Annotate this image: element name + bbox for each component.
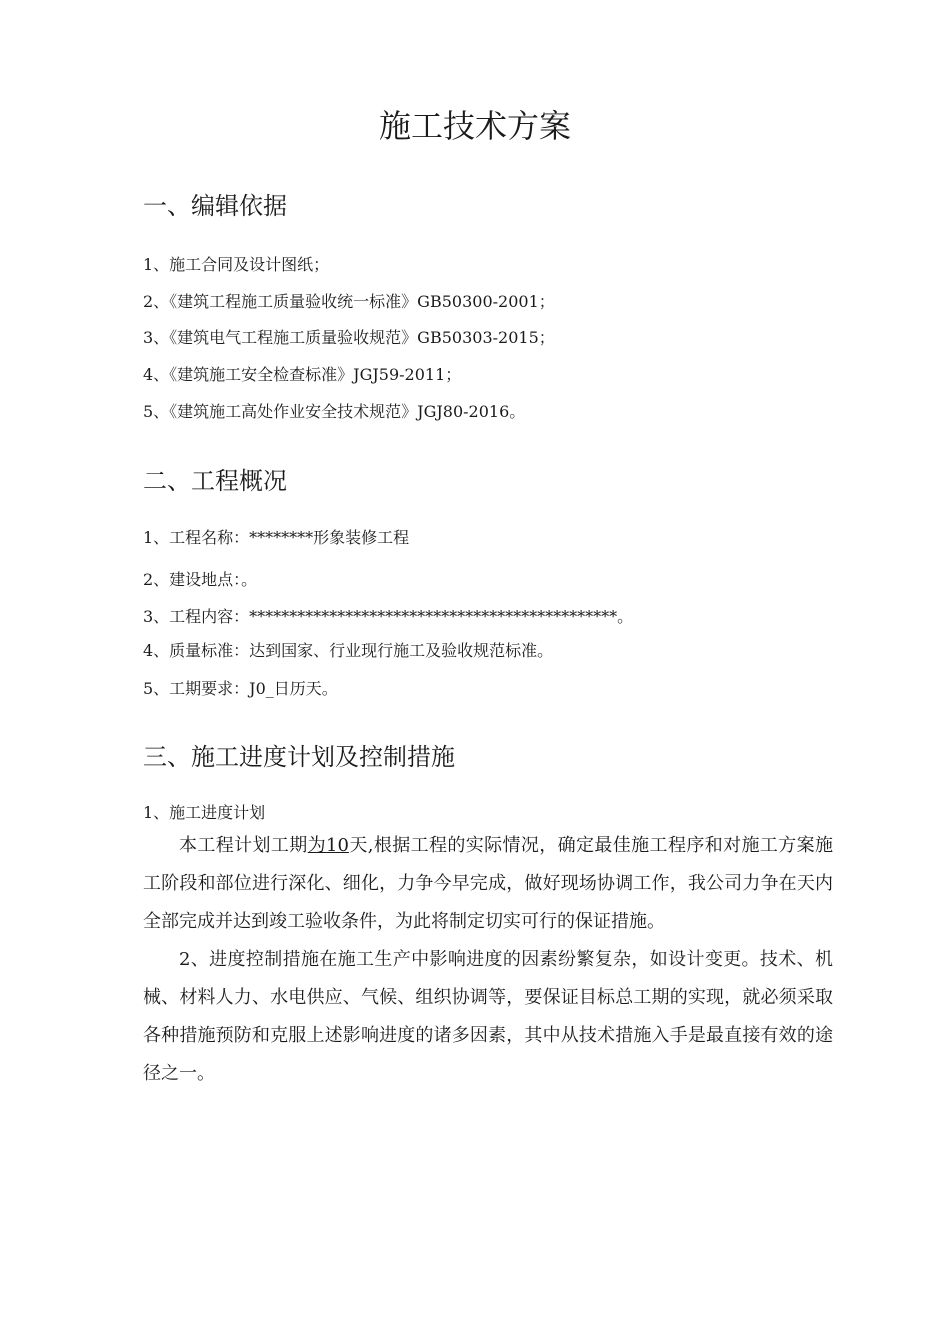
list-item: 1、工程名称：********形象装修工程 (143, 528, 410, 547)
paragraph (143, 827, 833, 941)
subheading: 1、施工进度计划 (143, 803, 266, 822)
paragraph: 2、进度控制措施在施工生产中影响进度的因素纷繁复杂，如设计变更。技术、机械、材料人力、水电供应、气候、组织协调等，要保证目标总工期的实现，就必须采取各种措施预防和克服上述影响进度的诸多因素，其中从技术措施入手是最直接有效的途径之一。 (143, 949, 833, 1084)
list-item: 5、工期要求：J0_日历天。 (143, 679, 338, 698)
list-item: 2、《建筑工程施工质量验收统一标准》GB50300-2001； (143, 292, 555, 311)
list-item: 2、建设地点：。 (143, 570, 258, 589)
list-item: 1、施工合同及设计图纸； (143, 255, 330, 274)
paragraph-text: 本工程计划工期 (179, 835, 308, 856)
list-item: 3、《建筑电气工程施工质量验收规范》GB50303-2015； (143, 328, 555, 347)
body-text (143, 827, 833, 1093)
paragraph-text: 天,根据工程的实际情况，确定最佳施工程序和对施工方案施工阶段和部位进行深化、细化，力争今早完成，做好现场协调工作，我公司力争在天内全部完成并达到竣工验收条件，为此将制定切实可行的保证措施。 (143, 835, 833, 932)
section-heading-overview: 二、工程概况 (143, 467, 287, 495)
underlined-text: 为10 (307, 835, 349, 856)
section-heading-schedule: 三、施工进度计划及控制措施 (143, 743, 455, 771)
section-heading-basis: 一、编辑依据 (143, 192, 287, 220)
list-item: 4、质量标准：达到国家、行业现行施工及验收规范标准。 (143, 641, 554, 660)
document-title: 施工技术方案 (378, 107, 571, 145)
list-item: 3、工程内容：**********************************************。 (143, 607, 634, 626)
list-item: 4、《建筑施工安全检查标准》JGJ59-2011； (143, 365, 462, 384)
list-item: 5、《建筑施工高处作业安全技术规范》JGJ80-2016。 (143, 402, 526, 421)
